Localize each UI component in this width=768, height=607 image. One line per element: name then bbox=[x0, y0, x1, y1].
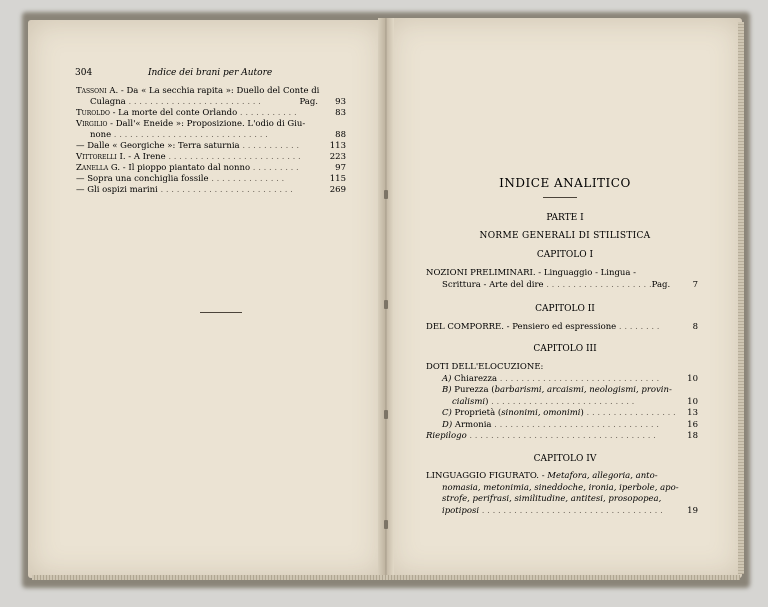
index-entry: Zanella G. - Il pioppo piantato dal nonno . . . . . . . . . 97 bbox=[76, 163, 346, 173]
part-title: NORME GENERALI DI STILISTICA bbox=[479, 231, 651, 241]
chapter-heading: CAPITOLO II bbox=[535, 304, 595, 314]
index-entry: Virgilio - Dall'« Eneide »: Proposizione. L'odio di Giu- bbox=[76, 119, 306, 129]
index-entry: — Sopra una conchiglia fossile . . . . . . . . . . . . . . 115 bbox=[76, 174, 346, 184]
end-rule bbox=[200, 312, 242, 313]
chapter-3-entry: DOTI DELL'ELOCUZIONE: A) Chiarezza . . . . . . . . . . . . . . . . . . . . . . . . . . . . . . 10 B) Purezza (barbarismi, arcaismi, neologismi, provin- cialismi) . . . . . . . . . . . . . . . . . . . . . . . . . . . 10 C) Proprietà (sinonimi, omonimi) . . . . . . . . . . . . . . . . . 13 D) Armonia . . . . . . . . . . . . . . . . . . . . . . . . . . . . . . . 16 Riepilogo . . . . . . . . . . . . . . . . . . . . . . . . . . . . . . . . . . . 18 bbox=[426, 362, 698, 441]
title-rule bbox=[543, 197, 577, 198]
chapter-heading: CAPITOLO III bbox=[533, 344, 597, 354]
index-entry: Culagna . . . . . . . . . . . . . . . . . . . . . . . . . Pag. 93 bbox=[90, 97, 346, 107]
index-entry: Vittorelli I. - A Irene . . . . . . . . . . . . . . . . . . . . . . . . . 223 bbox=[76, 152, 346, 162]
author-index-list bbox=[76, 86, 346, 196]
page-number: 304 bbox=[75, 68, 93, 78]
binding-stitch bbox=[384, 410, 388, 419]
binding-stitch bbox=[384, 190, 388, 199]
index-entry: none . . . . . . . . . . . . . . . . . . . . . . . . . . . . . 88 bbox=[90, 130, 346, 140]
page-stack-bottom bbox=[32, 575, 740, 580]
index-entry: Tassoni A. - Da « La secchia rapita »: Duello del Conte di bbox=[76, 86, 320, 96]
chapter-heading: CAPITOLO IV bbox=[533, 454, 597, 464]
chapter-heading: CAPITOLO I bbox=[536, 250, 594, 260]
book-gutter bbox=[378, 18, 394, 578]
page-stack-edge bbox=[738, 22, 744, 574]
chapter-4-entry: LINGUAGGIO FIGURATO. - Metafora, allegoria, anto- nomasia, metonimia, sineddoche, ironia, iperbole, apo- strofe, perifrasi, similitudine, antitesi, prosopopea, ipotiposi . . . . . . . . . . . . . . . . . . . . . . . . . . . . . . . . . . 19 bbox=[426, 471, 698, 516]
chapter-2-entry: DEL COMPORRE. - Pensiero ed espressione . . . . . . . . 8 bbox=[426, 322, 698, 332]
index-entry: — Gli ospizi marini . . . . . . . . . . . . . . . . . . . . . . . . . 269 bbox=[76, 185, 346, 195]
running-title: Indice dei brani per Autore bbox=[148, 68, 273, 78]
part-heading: PARTE I bbox=[546, 213, 584, 223]
binding-stitch bbox=[384, 520, 388, 529]
chapter-1-entry: NOZIONI PRELIMINARI. - Linguaggio - Lingua - Scrittura - Arte del dire . . . . . . . . . . . . . . . . . . . .Pag. 7 bbox=[426, 268, 698, 290]
index-title: INDICE ANALITICO bbox=[499, 176, 631, 190]
index-entry: Turoldo - La morte del conte Orlando . . . . . . . . . . . 83 bbox=[76, 108, 346, 118]
index-entry: — Dalle « Georgiche »: Terra saturnia . . . . . . . . . . . 113 bbox=[76, 141, 346, 151]
binding-stitch bbox=[384, 300, 388, 309]
